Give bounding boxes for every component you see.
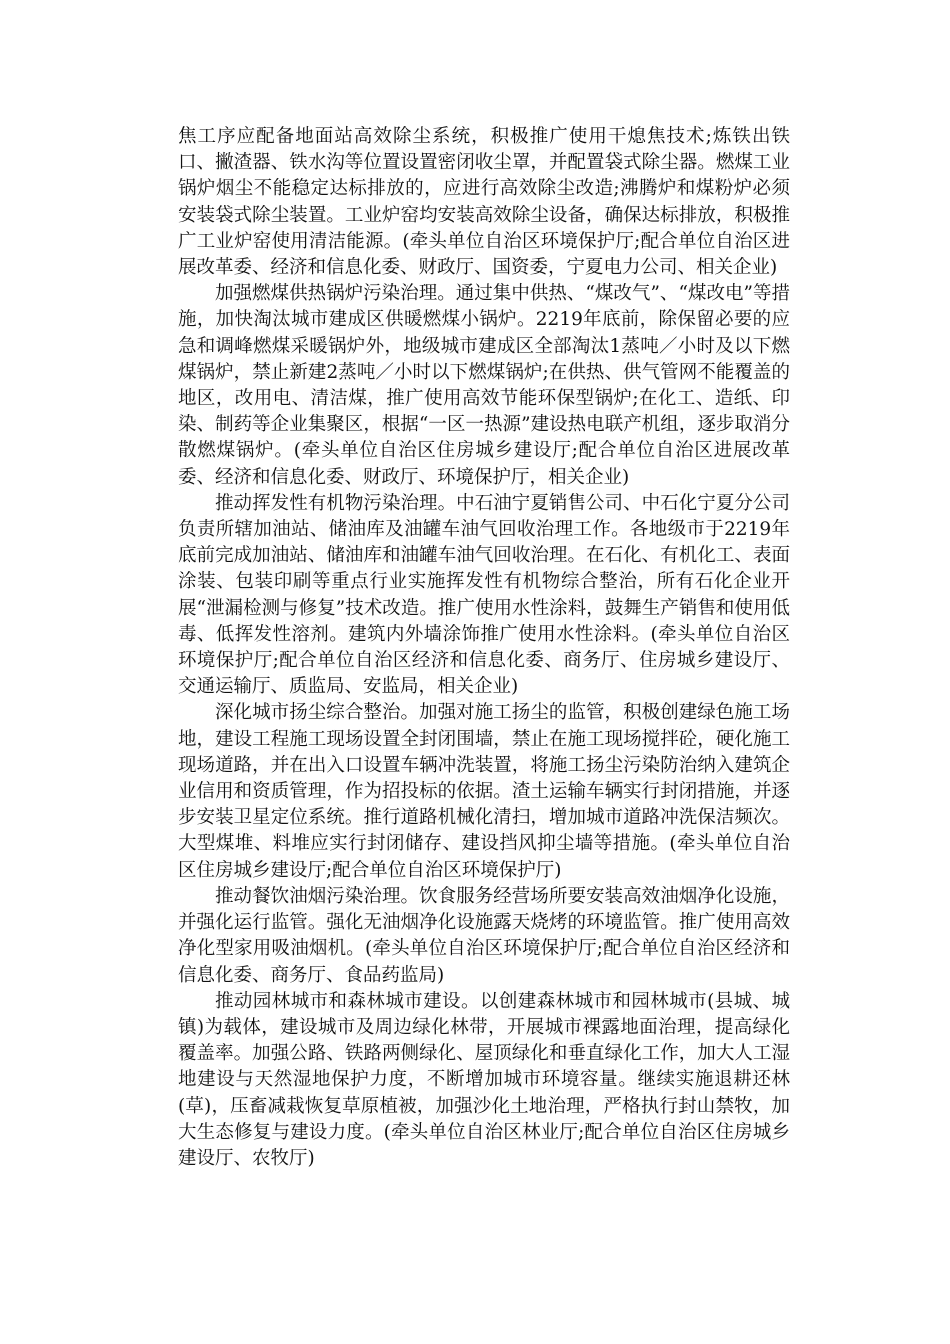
paragraph: 推动餐饮油烟污染治理。饮食服务经营场所要安装高效油烟净化设施，并强化运行监管。强化无油烟净化设施露天烧烤的环境监管。推广使用高效净化型家用吸油烟机。(牵头单位自治区环境保护厅;配合单位自治区经济和信息化委、商务厅、食品药监局) bbox=[178, 885, 790, 986]
paragraph: 深化城市扬尘综合整治。加强对施工扬尘的监管，积极创建绿色施工场地，建设工程施工现场设置全封闭围墙，禁止在施工现场搅拌砼，硬化施工现场道路，并在出入口设置车辆冲洗装置，将施工扬尘污染防治纳入建筑企业信用和资质管理，作为招投标的依据。渣土运输车辆实行封闭措施，并逐步安装卫星定位系统。推行道路机械化清扫，增加城市道路冲洗保洁频次。大型煤堆、料堆应实行封闭储存、建设挡风抑尘墙等措施。(牵头单位自治区住房城乡建设厅;配合单位自治区环境保护厅) bbox=[178, 702, 790, 881]
paragraph: 加强燃煤供热锅炉污染治理。通过集中供热、“煤改气”、“煤改电”等措施，加快淘汰城市建成区供暖燃煤小锅炉。2219年底前，除保留必要的应急和调峰燃煤采暖锅炉外，地级城市建成区全部淘汰1蒸吨／小时及以下燃煤锅炉，禁止新建2蒸吨／小时以下燃煤锅炉;在供热、供气管网不能覆盖的地区，改用电、清洁煤，推广使用高效节能环保型锅炉;在化工、造纸、印染、制药等企业集聚区，根据“一区一热源”建设热电联产机组，逐步取消分散燃煤锅炉。(牵头单位自治区住房城乡建设厅;配合单位自治区进展改革委、经济和信息化委、财政厅、环境保护厅，相关企业) bbox=[178, 283, 790, 488]
paragraph: 推动园林城市和森林城市建设。以创建森林城市和园林城市(县城、城镇)为载体，建设城市及周边绿化林带，开展城市裸露地面治理，提高绿化覆盖率。加强公路、铁路两侧绿化、屋顶绿化和垂直绿化工作，加大人工湿地建设与天然湿地保护力度，不断增加城市环境容量。继续实施退耕还林(草)，压畜减栽恢复草原植被，加强沙化土地治理，严格执行封山禁牧，加大生态修复与建设力度。(牵头单位自治区林业厅;配合单位自治区住房城乡建设厅、农牧厅) bbox=[178, 990, 790, 1169]
paragraph: 焦工序应配备地面站高效除尘系统，积极推广使用干熄焦技术;炼铁出铁口、撇渣器、铁水沟等位置设置密闭收尘罩，并配置袋式除尘器。燃煤工业锅炉烟尘不能稳定达标排放的，应进行高效除尘改造;沸腾炉和煤粉炉必须安装袋式除尘装置。工业炉窑均安装高效除尘设备，确保达标排放，积极推广工业炉窑使用清洁能源。(牵头单位自治区环境保护厅;配合单位自治区进展改革委、经济和信息化委、财政厅、国资委，宁夏电力公司、相关企业) bbox=[178, 126, 790, 279]
document-body bbox=[178, 124, 790, 1172]
paragraph: 推动挥发性有机物污染治理。中石油宁夏销售公司、中石化宁夏分公司负责所辖加油站、储油库及油罐车油气回收治理工作。各地级市于2219年底前完成加油站、储油库和油罐车油气回收治理。在石化、有机化工、表面涂装、包装印刷等重点行业实施挥发性有机物综合整治，所有石化企业开展“泄漏检测与修复”技术改造。推广使用水性涂料，鼓舞生产销售和使用低毒、低挥发性溶剂。建筑内外墙涂饰推广使用水性涂料。(牵头单位自治区环境保护厅;配合单位自治区经济和信息化委、商务厅、住房城乡建设厅、交通运输厅、质监局、安监局，相关企业) bbox=[178, 492, 790, 698]
